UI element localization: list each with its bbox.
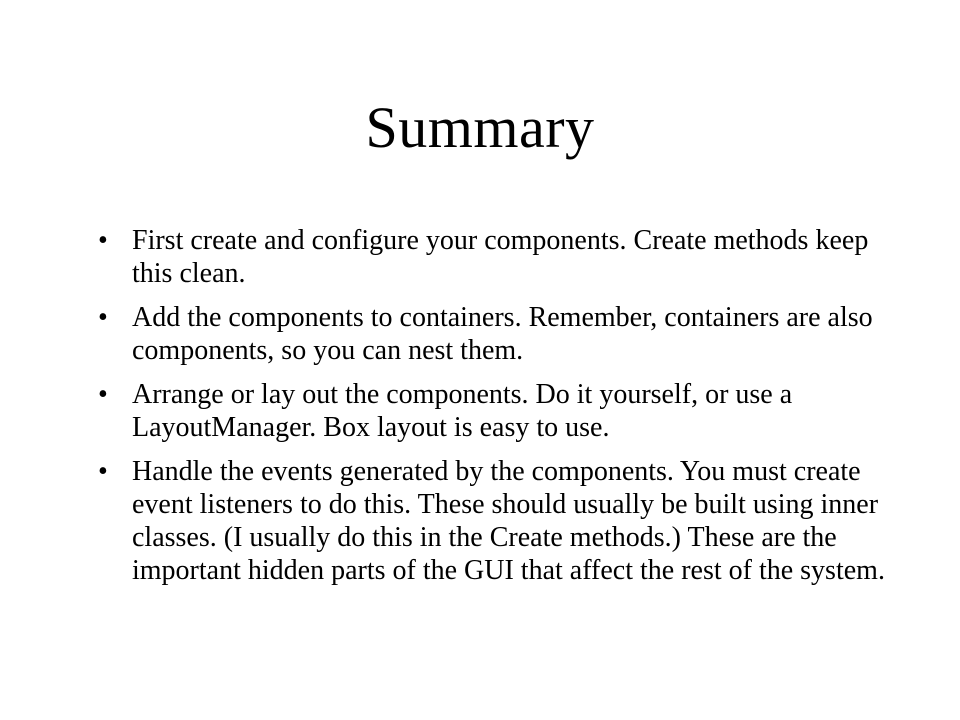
bullet-text: Add the components to containers. Remember, containers are also components, so you can nest them.	[132, 302, 873, 366]
bullet-icon: •	[98, 456, 108, 487]
bullet-icon: •	[98, 225, 108, 256]
bullet-icon: •	[98, 302, 108, 333]
bullet-text: Arrange or lay out the components. Do it yourself, or use a LayoutManager. Box layout is easy to use.	[132, 379, 793, 443]
slide-title: Summary	[365, 95, 595, 160]
bullet-list	[96, 224, 896, 598]
bullet-item	[96, 224, 896, 290]
bullet-item	[96, 378, 896, 444]
bullet-text: Handle the events generated by the components. You must create event listeners to do this. These should usually be built using inner classes. (I usually do this in the Create methods.) These are the important hidden parts of the GUI that affect the rest of the system.	[132, 456, 885, 586]
bullet-item	[96, 301, 896, 367]
bullet-text: First create and configure your components. Create methods keep this clean.	[132, 225, 869, 289]
bullet-item	[96, 455, 896, 587]
bullet-icon: •	[98, 379, 108, 410]
